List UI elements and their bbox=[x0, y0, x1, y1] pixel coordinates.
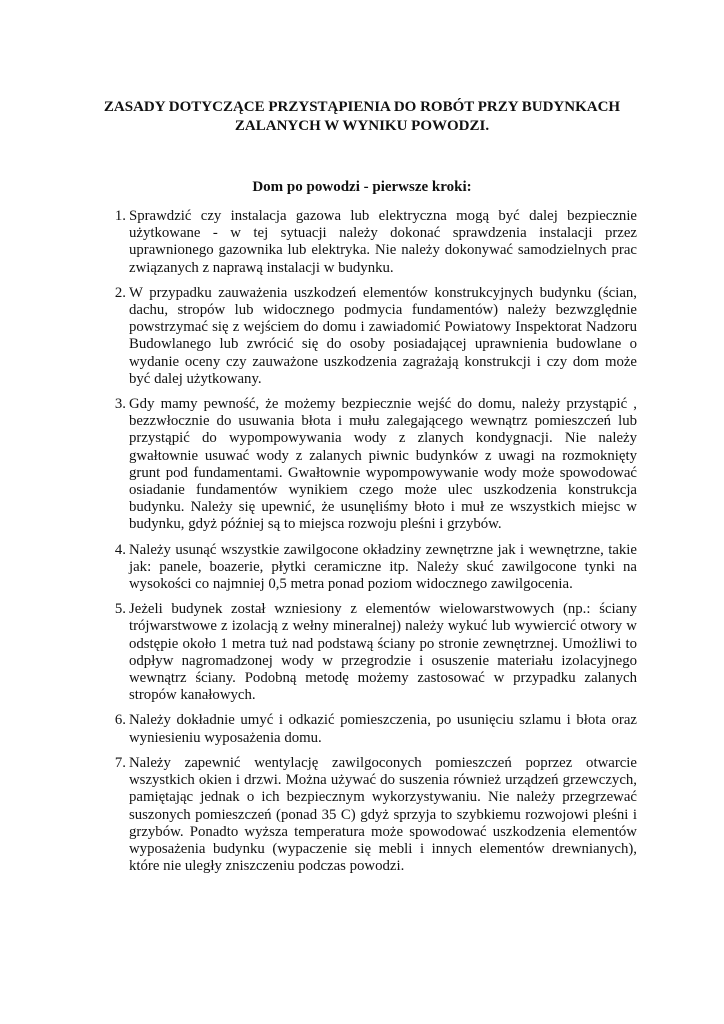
step-number: 5. bbox=[114, 601, 126, 618]
step-item-5 bbox=[114, 601, 637, 704]
step-text: Należy zapewnić wentylację zawilgoconych pomieszczeń poprzez otwarcie wszystkich okien i drzwi. Można używać do suszenia również urządzeń grzewczych, pamiętając jednak o ich bezpiecznym wykorzystywaniu. Nie należy przegrzewać suszonych pomieszczeń (ponad 35 C) gdyż sprzyja to szybkiemu rozwojowi pleśni i grzybów. Ponadto wyższa temperatura może spowodować uszkodzenia elementów wyposażenia budynku (wypaczenie się mebli i innych elementów drewnianych), które nie uległy zniszczeniu podczas powodzi. bbox=[129, 754, 637, 875]
step-text: Należy usunąć wszystkie zawilgocone okładziny zewnętrzne jak i wewnętrzne, takie jak: panele, boazerie, płytki ceramiczne itp. Należy skuć zawilgocone tynki na wysokości co najmniej 0,5 metra ponad poziom widocznego zawilgocenia. bbox=[129, 541, 637, 593]
step-item-7 bbox=[114, 754, 637, 875]
document-title-line-1: ZASADY DOTYCZĄCE PRZYSTĄPIENIA DO ROBÓT PRZY BUDYNKACH bbox=[103, 99, 621, 115]
section-subtitle: Dom po powodzi - pierwsze kroki: bbox=[252, 179, 472, 195]
step-text: Sprawdzić czy instalacja gazowa lub elektryczna mogą być dalej bezpiecznie użytkowane - w tej sytuacji należy dokonać sprawdzenia instalacji przez uprawnionego gazownika lub elektryka. Nie należy dokonywać samodzielnych prac związanych z naprawą instalacji w budynku. bbox=[129, 208, 637, 276]
steps-list bbox=[114, 208, 637, 883]
step-number: 7. bbox=[114, 754, 126, 771]
step-item-6 bbox=[114, 712, 637, 746]
step-number: 4. bbox=[114, 541, 126, 558]
step-text: W przypadku zauważenia uszkodzeń elementów konstrukcyjnych budynku (ścian, dachu, stropów lub widocznego podmycia fundamentów) należy bezwzględnie powstrzymać się z wejściem do domu i zawiadomić Powiatowy Inspektorat Nadzoru Budowlanego lub zwrócić się do osoby posiadającej uprawnienia budowlane o wydanie oceny czy zauważone uszkodzenia zagrażają konstrukcji i czy dom może być dalej użytkowany. bbox=[129, 284, 637, 387]
step-text: Gdy mamy pewność, że możemy bezpiecznie wejść do domu, należy przystąpić , bezzwłocznie do usuwania błota i mułu zalegającego wewnątrz pomieszczeń lub przystąpić do wypompowywania wody z zlanych kondygnacji. Nie należy gwałtownie usuwać wody z zalanych piwnic budynków z uwagi na rozmoknięty grunt pod fundamentami. Gwałtownie wypompowywanie wody może spowodować osiadanie fundamentów wynikiem czego może ulec uszkodzenia konstrukcja budynku. Należy się upewnić, że usunęliśmy błoto i muł ze wszystkich miejsc w budynku, gdyż później są to miejsca rozwoju pleśni i grzybów. bbox=[129, 396, 637, 533]
step-number: 2. bbox=[114, 284, 126, 301]
step-text: Należy dokładnie umyć i odkazić pomieszczenia, po usunięciu szlamu i błota oraz wyniesieniu wyposażenia domu. bbox=[129, 712, 637, 746]
document-title-line-2: ZALANYCH W WYNIKU POWODZI. bbox=[234, 118, 490, 134]
step-number: 1. bbox=[114, 208, 126, 224]
step-item-2 bbox=[114, 284, 637, 388]
document-title bbox=[100, 98, 624, 136]
step-item-3 bbox=[114, 396, 637, 534]
step-item-4 bbox=[114, 541, 637, 594]
step-item-1 bbox=[114, 208, 637, 277]
step-number: 6. bbox=[114, 712, 126, 729]
step-text: Jeżeli budynek został wzniesiony z elementów wielowarstwowych (np.: ściany trójwarstwowe z izolacją z wełny mineralnej) należy wykuć lub wywiercić otwory w odstępie około 1 metra tuż nad podstawą ściany po stronie zewnętrznej. Umożliwi to odpływ nagromadzonej wody w przegrodzie i osuszenie materiału izolacyjnego wewnątrz ściany. Podobną metodę możemy zastosować w przypadku zalanych stropów kanałowych. bbox=[129, 601, 637, 704]
step-number: 3. bbox=[114, 396, 126, 413]
